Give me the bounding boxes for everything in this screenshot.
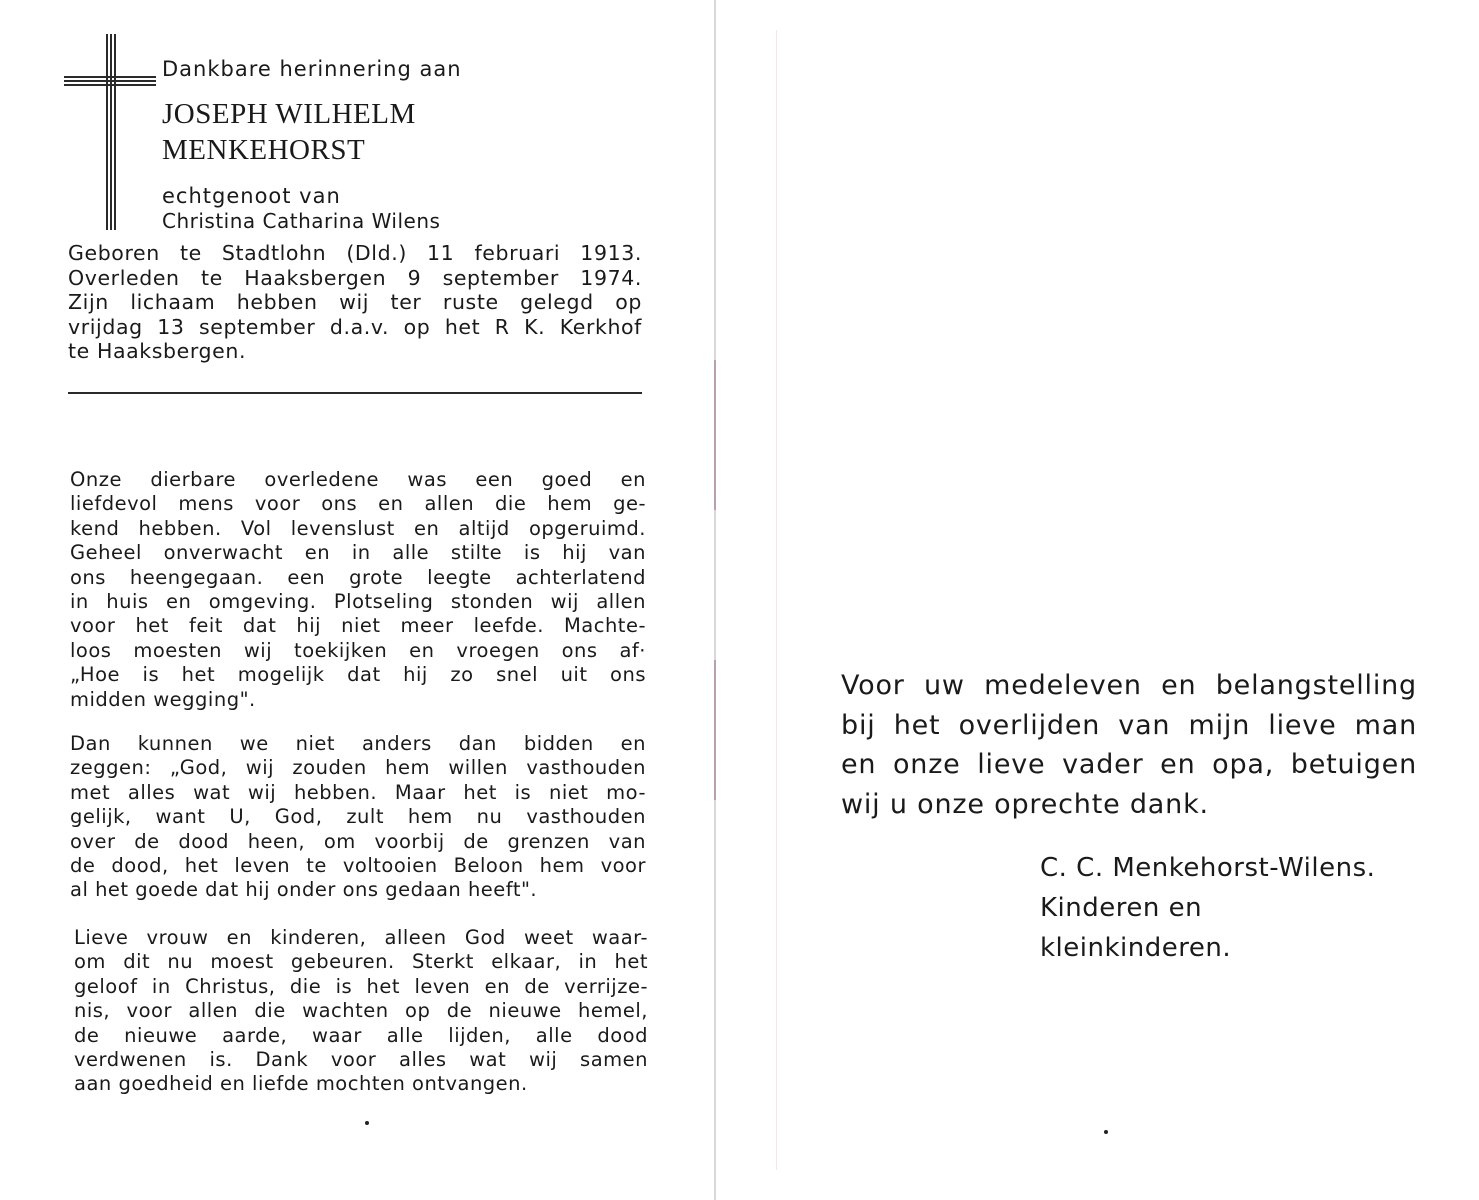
text-line: Geheel onverwacht en in alle stilte is hij van (70, 541, 646, 565)
ornament-dot (365, 1121, 369, 1125)
intro-line: Dankbare herinnering aan (162, 57, 462, 81)
spouse-name: Christina Catharina Wilens (162, 209, 441, 233)
text-line: Onze dierbare overledene was een goed en (70, 468, 646, 491)
text-line: met alles wat wij hebben. Maar het is niet mo- (70, 780, 646, 804)
signature-block (1040, 848, 1460, 968)
text-line: zeggen: „God, wij zouden hem willen vasthouden (70, 756, 646, 780)
ornament-dot (1104, 1130, 1108, 1134)
page-fold (714, 0, 716, 1200)
text-line: over de dood heen, om voorbij de grenzen van (70, 829, 646, 853)
deceased-name (162, 96, 682, 168)
paragraph-tribute (70, 468, 646, 712)
death-line: Overleden te Haaksbergen 9 september 1974. (68, 265, 642, 290)
burial-place-line: te Haaksbergen. (68, 339, 247, 363)
signature-line: C. C. Menkehorst-Wilens. (1040, 853, 1376, 883)
text-line: kend hebben. Vol levenslust en altijd opgeruimd. (70, 516, 646, 540)
signature-line: Kinderen en (1040, 893, 1203, 923)
text-line: midden wegging". (70, 687, 256, 711)
text-line: en onze lieve vader en opa, betuigen (841, 749, 1417, 781)
memorial-header (162, 56, 682, 234)
text-line: Voor uw medeleven en belangstelling (841, 670, 1417, 701)
text-line: verdwenen is. Dank voor alles wat wij samen (74, 1048, 648, 1072)
paragraph-prayer (70, 732, 646, 903)
spouse-label: echtgenoot van (162, 184, 341, 208)
text-line: Dan kunnen we niet anders dan bidden en (70, 732, 646, 755)
text-line: voor het feit dat hij niet meer leefde. Machte- (70, 614, 646, 638)
text-line: wij u onze oprechte dank. (841, 788, 1209, 820)
fold-mark (714, 660, 716, 800)
text-line: in huis en omgeving. Plotseling stonden wij allen (70, 590, 646, 614)
life-details (68, 241, 642, 364)
text-line: de nieuwe aarde, waar alle lijden, alle dood (74, 1023, 648, 1047)
text-line: „Hoe is het mogelijk dat hij zo snel uit ons (70, 663, 646, 687)
cross-icon (64, 34, 164, 230)
text-line: liefdevol mens voor ons en allen die hem ge- (70, 492, 646, 516)
name-line-2: MENKEHORST (162, 134, 366, 166)
text-line: om dit nu moest gebeuren. Sterkt elkaar, in het (74, 950, 648, 974)
birth-line: Geboren te Stadtlohn (Dld.) 11 februari 1913. (68, 241, 642, 265)
text-line: bij het overlijden van mijn lieve man (841, 709, 1417, 741)
text-line: Lieve vrouw en kinderen, alleen God weet waar- (74, 926, 648, 949)
divider-line (68, 392, 642, 394)
burial-date-line: vrijdag 13 september d.a.v. op het R K. Kerkhof (68, 314, 642, 339)
burial-line: Zijn lichaam hebben wij ter ruste gelegd op (68, 290, 642, 314)
text-line: loos moesten wij toekijken en vroegen ons af· (70, 638, 646, 662)
text-line: al het goede dat hij onder ons gedaan heeft". (70, 878, 538, 902)
paragraph-family (74, 926, 648, 1097)
thanks-message (841, 666, 1417, 824)
fold-mark (714, 360, 716, 510)
text-line: aan goedheid en liefde mochten ontvangen. (74, 1072, 528, 1096)
text-line: nis, voor allen die wachten op de nieuwe hemel, (74, 999, 648, 1023)
text-line: gelijk, want U, God, zult hem nu vasthouden (70, 805, 646, 829)
text-line: geloof in Christus, die is het leven en de verrijze- (74, 974, 648, 998)
text-line: de dood, het leven te voltooien Beloon hem voor (70, 854, 646, 878)
signature-line: kleinkinderen. (1040, 933, 1232, 963)
text-line: ons heengegaan. een grote leegte achterlatend (70, 565, 646, 589)
paper-crease (776, 30, 777, 1170)
right-page (716, 0, 1479, 1200)
name-line-1: JOSEPH WILHELM (162, 98, 416, 130)
